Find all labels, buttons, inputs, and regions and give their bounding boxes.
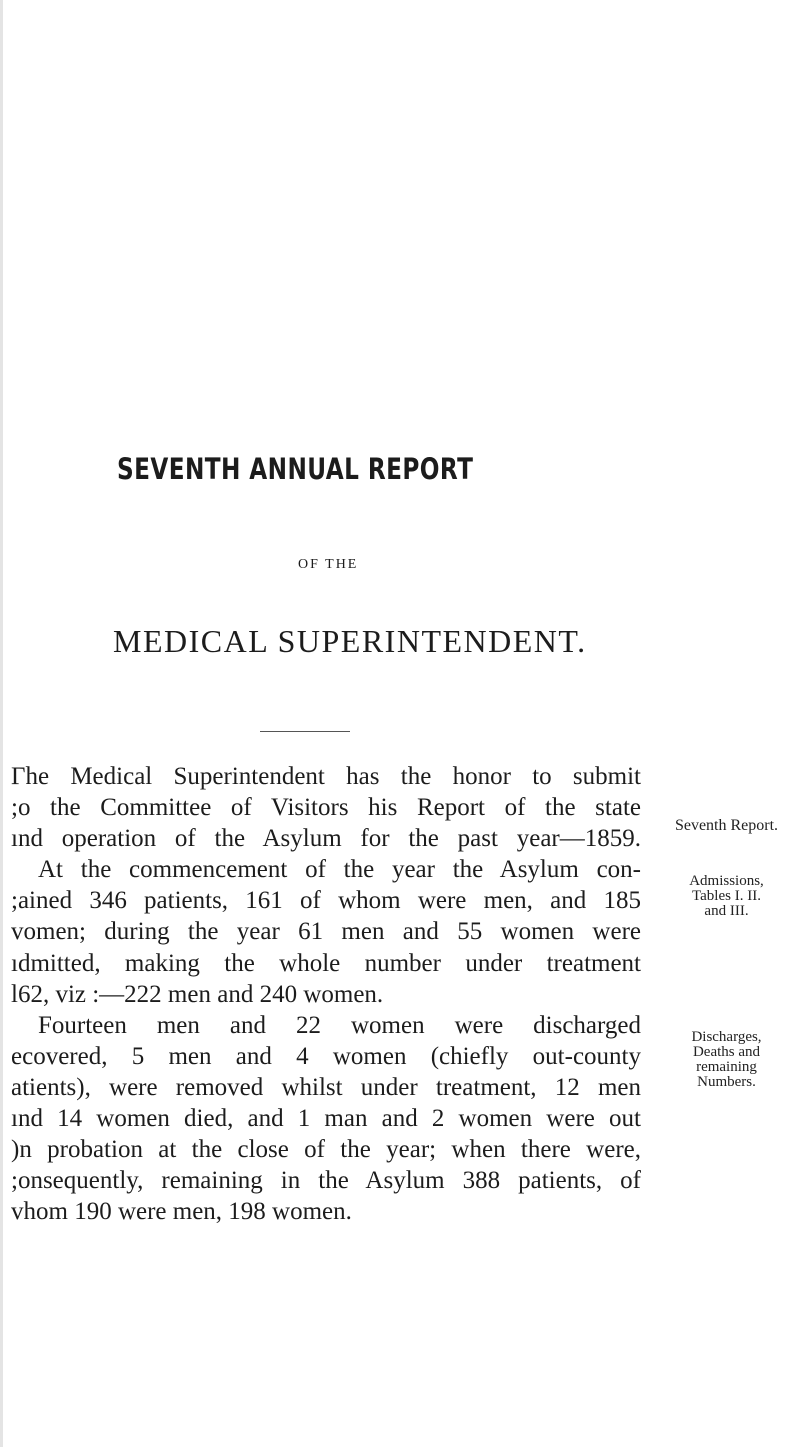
margin-note-discharges bbox=[654, 1030, 799, 1090]
margin-note-admissions-line: and III. bbox=[704, 903, 749, 919]
body-text bbox=[11, 761, 641, 1227]
margin-note-admissions-line: Admissions, bbox=[689, 873, 764, 889]
body-line-13: )n probation at the close of the year; when there were, bbox=[11, 1136, 641, 1164]
of-the-label: OF THE bbox=[298, 557, 359, 572]
body-line-11: atients), were removed whilst under treatment, 12 men bbox=[11, 1073, 641, 1101]
body-line-3: ınd operation of the Asylum for the past year—1859. bbox=[11, 825, 641, 853]
body-line-1: Γhe Medical Superintendent has the honor to submit bbox=[11, 763, 641, 790]
page-gutter bbox=[0, 0, 3, 1447]
body-line-10: ecovered, 5 men and 4 women (chiefly out-county bbox=[11, 1042, 641, 1070]
margin-note-admissions bbox=[654, 874, 799, 919]
body-line-9: Fourteen men and 22 women were discharged bbox=[38, 1011, 641, 1039]
margin-note-discharges-line: Discharges, bbox=[691, 1029, 762, 1045]
section-rule bbox=[260, 731, 350, 732]
margin-note-discharges-line: Numbers. bbox=[697, 1074, 756, 1090]
body-line-6: vomen; during the year 61 men and 55 women were bbox=[11, 918, 641, 946]
body-line-14: ;onsequently, remaining in the Asylum 388 patients, of bbox=[11, 1167, 641, 1195]
margin-note-discharges-line: remaining bbox=[696, 1059, 757, 1075]
body-line-15: vhom 190 were men, 198 women. bbox=[11, 1198, 352, 1226]
body-line-12: ınd 14 women died, and 1 man and 2 women were out bbox=[11, 1105, 641, 1133]
margin-note-seventh-report: Seventh Report. bbox=[674, 817, 779, 834]
body-line-2: ;o the Committee of Visitors his Report of the state bbox=[11, 794, 641, 822]
body-line-7: ıdmitted, making the whole number under treatment bbox=[11, 949, 641, 977]
body-line-8: l62, viz :—222 men and 240 women. bbox=[11, 980, 384, 1008]
report-title: SEVENTH ANNUAL REPORT bbox=[117, 452, 474, 486]
body-line-5: ;ained 346 patients, 161 of whom were men, and 185 bbox=[11, 887, 641, 915]
body-line-4: At the commencement of the year the Asylum con- bbox=[38, 856, 641, 884]
margin-note-discharges-line: Deaths and bbox=[692, 1044, 761, 1060]
margin-note-admissions-line: Tables I. II. bbox=[692, 888, 761, 904]
report-subtitle: MEDICAL SUPERINTENDENT. bbox=[113, 623, 587, 659]
